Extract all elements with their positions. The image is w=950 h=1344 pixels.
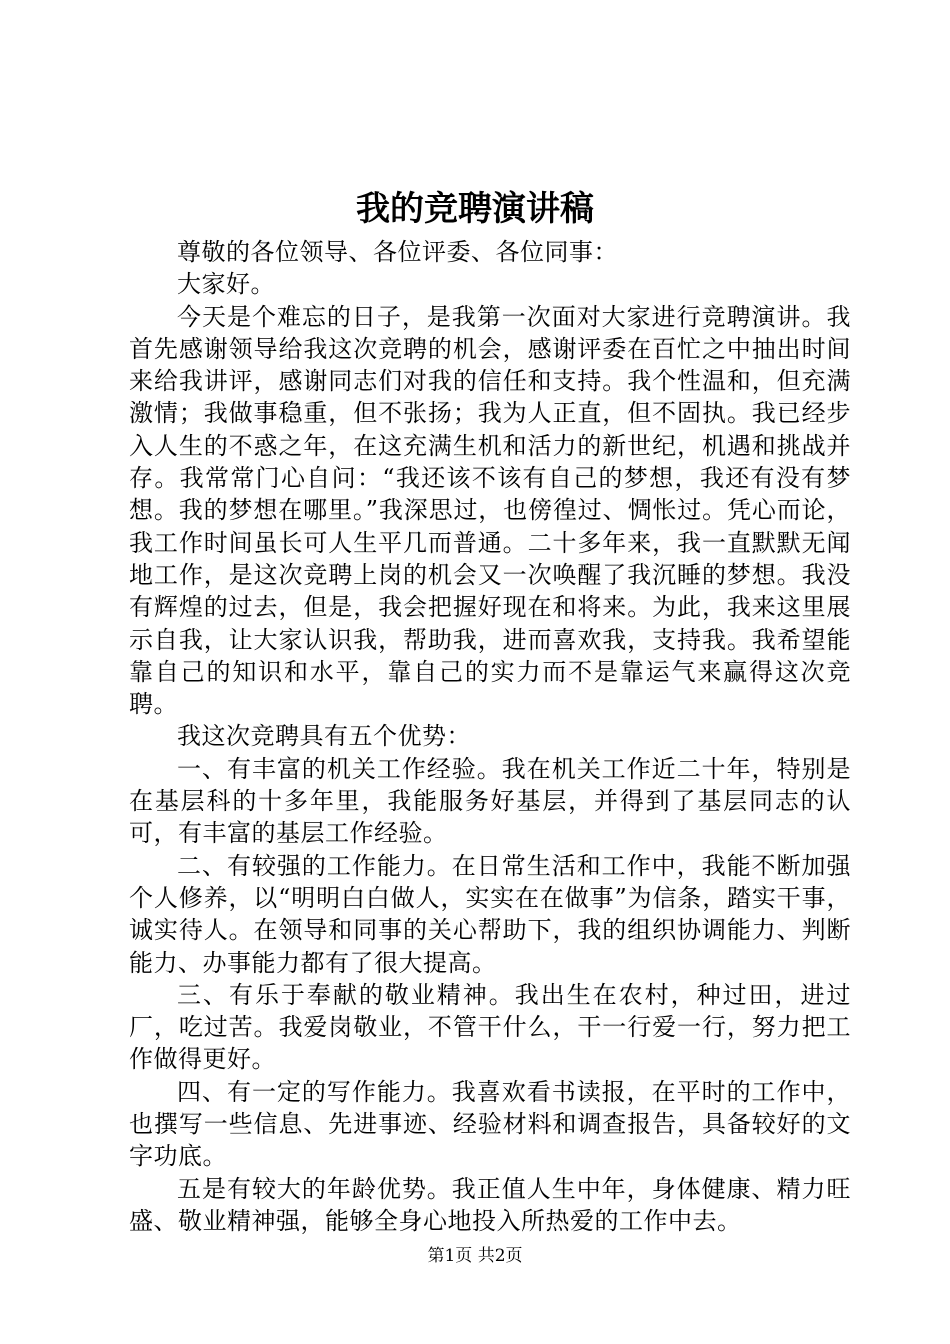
advantage-3-paragraph: 三、有乐于奉献的敬业精神。我出生在农村，种过田，进过厂，吃过苦。我爱岗敬业，不管干什么，干一行爱一行，努力把工作做得更好。 (129, 980, 851, 1074)
advantage-1-paragraph: 一、有丰富的机关工作经验。我在机关工作近二十年，特别是在基层科的十多年里，我能服务好基层，并得到了基层同志的认可，有丰富的基层工作经验。 (129, 754, 851, 848)
advantages-intro-paragraph: 我这次竞聘具有五个优势： (177, 722, 471, 751)
advantage-5-paragraph: 五是有较大的年龄优势。我正值人生中年，身体健康、精力旺盛、敬业精神强，能够全身心地投入所热爱的工作中去。 (129, 1174, 851, 1235)
document-body (129, 236, 851, 1237)
advantage-2-paragraph: 二、有较强的工作能力。在日常生活和工作中，我能不断加强个人修养，以“明明白白做人，实实在在做事”为信条，踏实干事，诚实待人。在领导和同事的关心帮助下，我的组织协调能力、判断能力、办事能力都有了很大提高。 (129, 851, 851, 977)
intro-paragraph: 今天是个难忘的日子，是我第一次面对大家进行竞聘演讲。我首先感谢领导给我这次竞聘的机会，感谢评委在百忙之中抽出时间来给我讲评，感谢同志们对我的信任和支持。我个性温和，但充满激情；我做事稳重，但不张扬；我为人正直，但不固执。我已经步入人生的不惑之年，在这充满生机和活力的新世纪，机遇和挑战并存。我常常门心自问：“我还该不该有自己的梦想，我还有没有梦想。我的梦想在哪里。”我深思过，也傍徨过、惆怅过。凭心而论，我工作时间虽长可人生平几而普通。二十多年来，我一直默默无闻地工作，是这次竞聘上岗的机会又一次唤醒了我沉睡的梦想。我没有辉煌的过去，但是，我会把握好现在和将来。为此，我来这里展示自我，让大家认识我，帮助我，进而喜欢我，支持我。我希望能靠自己的知识和水平，靠自己的实力而不是靠运气来赢得这次竞聘。 (129, 302, 851, 719)
salutation-paragraph: 尊敬的各位领导、各位评委、各位同事： (177, 238, 618, 266)
greeting-paragraph: 大家好。 (177, 270, 275, 299)
document-title: 我的竞聘演讲稿 (356, 189, 594, 229)
advantage-4-paragraph: 四、有一定的写作能力。我喜欢看书读报，在平时的工作中，也撰写一些信息、先进事迹、经验材料和调查报告，具备较好的文字功底。 (129, 1077, 851, 1171)
page-footer: 第1页 共2页 (427, 1246, 523, 1266)
